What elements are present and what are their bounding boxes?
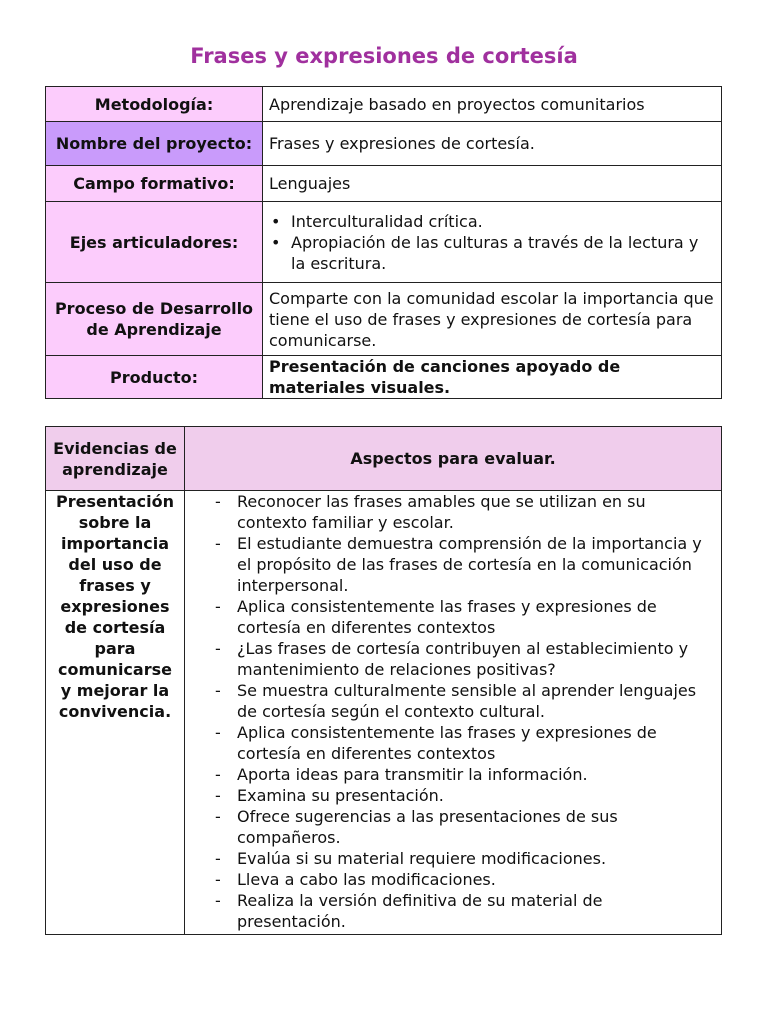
evidence-cell: Presentación sobre la importancia del uso de frases y expresiones de cortesía para comunicarse y mejorar la convivencia. bbox=[46, 491, 185, 935]
formative-field-label: Campo formativo: bbox=[46, 166, 263, 202]
page-title: Frases y expresiones de cortesía bbox=[190, 44, 578, 68]
list-item: • Apropiación de las culturas a través de la lectura y la escritura. bbox=[291, 232, 715, 274]
list-item: - Examina su presentación. bbox=[237, 785, 713, 806]
methodology-label: Metodología: bbox=[46, 87, 263, 122]
product-label: Producto: bbox=[46, 356, 263, 399]
list-item: - Aplica consistentemente las frases y expresiones de cortesía en diferentes contextos bbox=[237, 722, 713, 764]
learning-process-value: Comparte con la comunidad escolar la importancia que tiene el uso de frases y expresiones de cortesía para comunicarse. bbox=[263, 283, 722, 356]
list-item: - Aporta ideas para transmitir la información. bbox=[237, 764, 713, 785]
product-value: Presentación de canciones apoyado de materiales visuales. bbox=[263, 356, 722, 399]
aspects-list bbox=[193, 491, 713, 932]
evaluation-table bbox=[45, 426, 722, 935]
list-item: - Realiza la versión definitiva de su material de presentación. bbox=[237, 890, 713, 932]
table-row bbox=[46, 491, 722, 935]
formative-field-value: Lenguajes bbox=[263, 166, 722, 202]
table-row bbox=[46, 87, 722, 122]
list-item: - El estudiante demuestra comprensión de la importancia y el propósito de las frases de cortesía en la comunicación interpersonal. bbox=[237, 533, 713, 596]
axes-label: Ejes articuladores: bbox=[46, 202, 263, 283]
table-row bbox=[46, 166, 722, 202]
project-name-value: Frases y expresiones de cortesía. bbox=[263, 122, 722, 166]
list-item: - Evalúa si su material requiere modificaciones. bbox=[237, 848, 713, 869]
table-row bbox=[46, 356, 722, 399]
evidence-header: Evidencias de aprendizaje bbox=[46, 427, 185, 491]
list-item: - Ofrece sugerencias a las presentaciones de sus compañeros. bbox=[237, 806, 713, 848]
aspects-header: Aspectos para evaluar. bbox=[185, 427, 722, 491]
list-item: - Se muestra culturalmente sensible al aprender lenguajes de cortesía según el contexto cultural. bbox=[237, 680, 713, 722]
aspects-cell bbox=[185, 491, 722, 935]
table-header-row bbox=[46, 427, 722, 491]
list-item: - Reconocer las frases amables que se utilizan en su contexto familiar y escolar. bbox=[237, 491, 713, 533]
table-row bbox=[46, 283, 722, 356]
axes-value bbox=[263, 202, 722, 283]
table-row bbox=[46, 202, 722, 283]
project-info-table bbox=[45, 86, 722, 399]
project-name-label: Nombre del proyecto: bbox=[46, 122, 263, 166]
list-item: - Lleva a cabo las modificaciones. bbox=[237, 869, 713, 890]
learning-process-label: Proceso de Desarrollo de Aprendizaje bbox=[46, 283, 263, 356]
methodology-value: Aprendizaje basado en proyectos comunitarios bbox=[263, 87, 722, 122]
list-item: • Interculturalidad crítica. bbox=[291, 211, 715, 232]
axes-list bbox=[269, 211, 715, 274]
list-item: - Aplica consistentemente las frases y expresiones de cortesía en diferentes contextos bbox=[237, 596, 713, 638]
list-item: - ¿Las frases de cortesía contribuyen al establecimiento y mantenimiento de relaciones positivas? bbox=[237, 638, 713, 680]
table-row bbox=[46, 122, 722, 166]
